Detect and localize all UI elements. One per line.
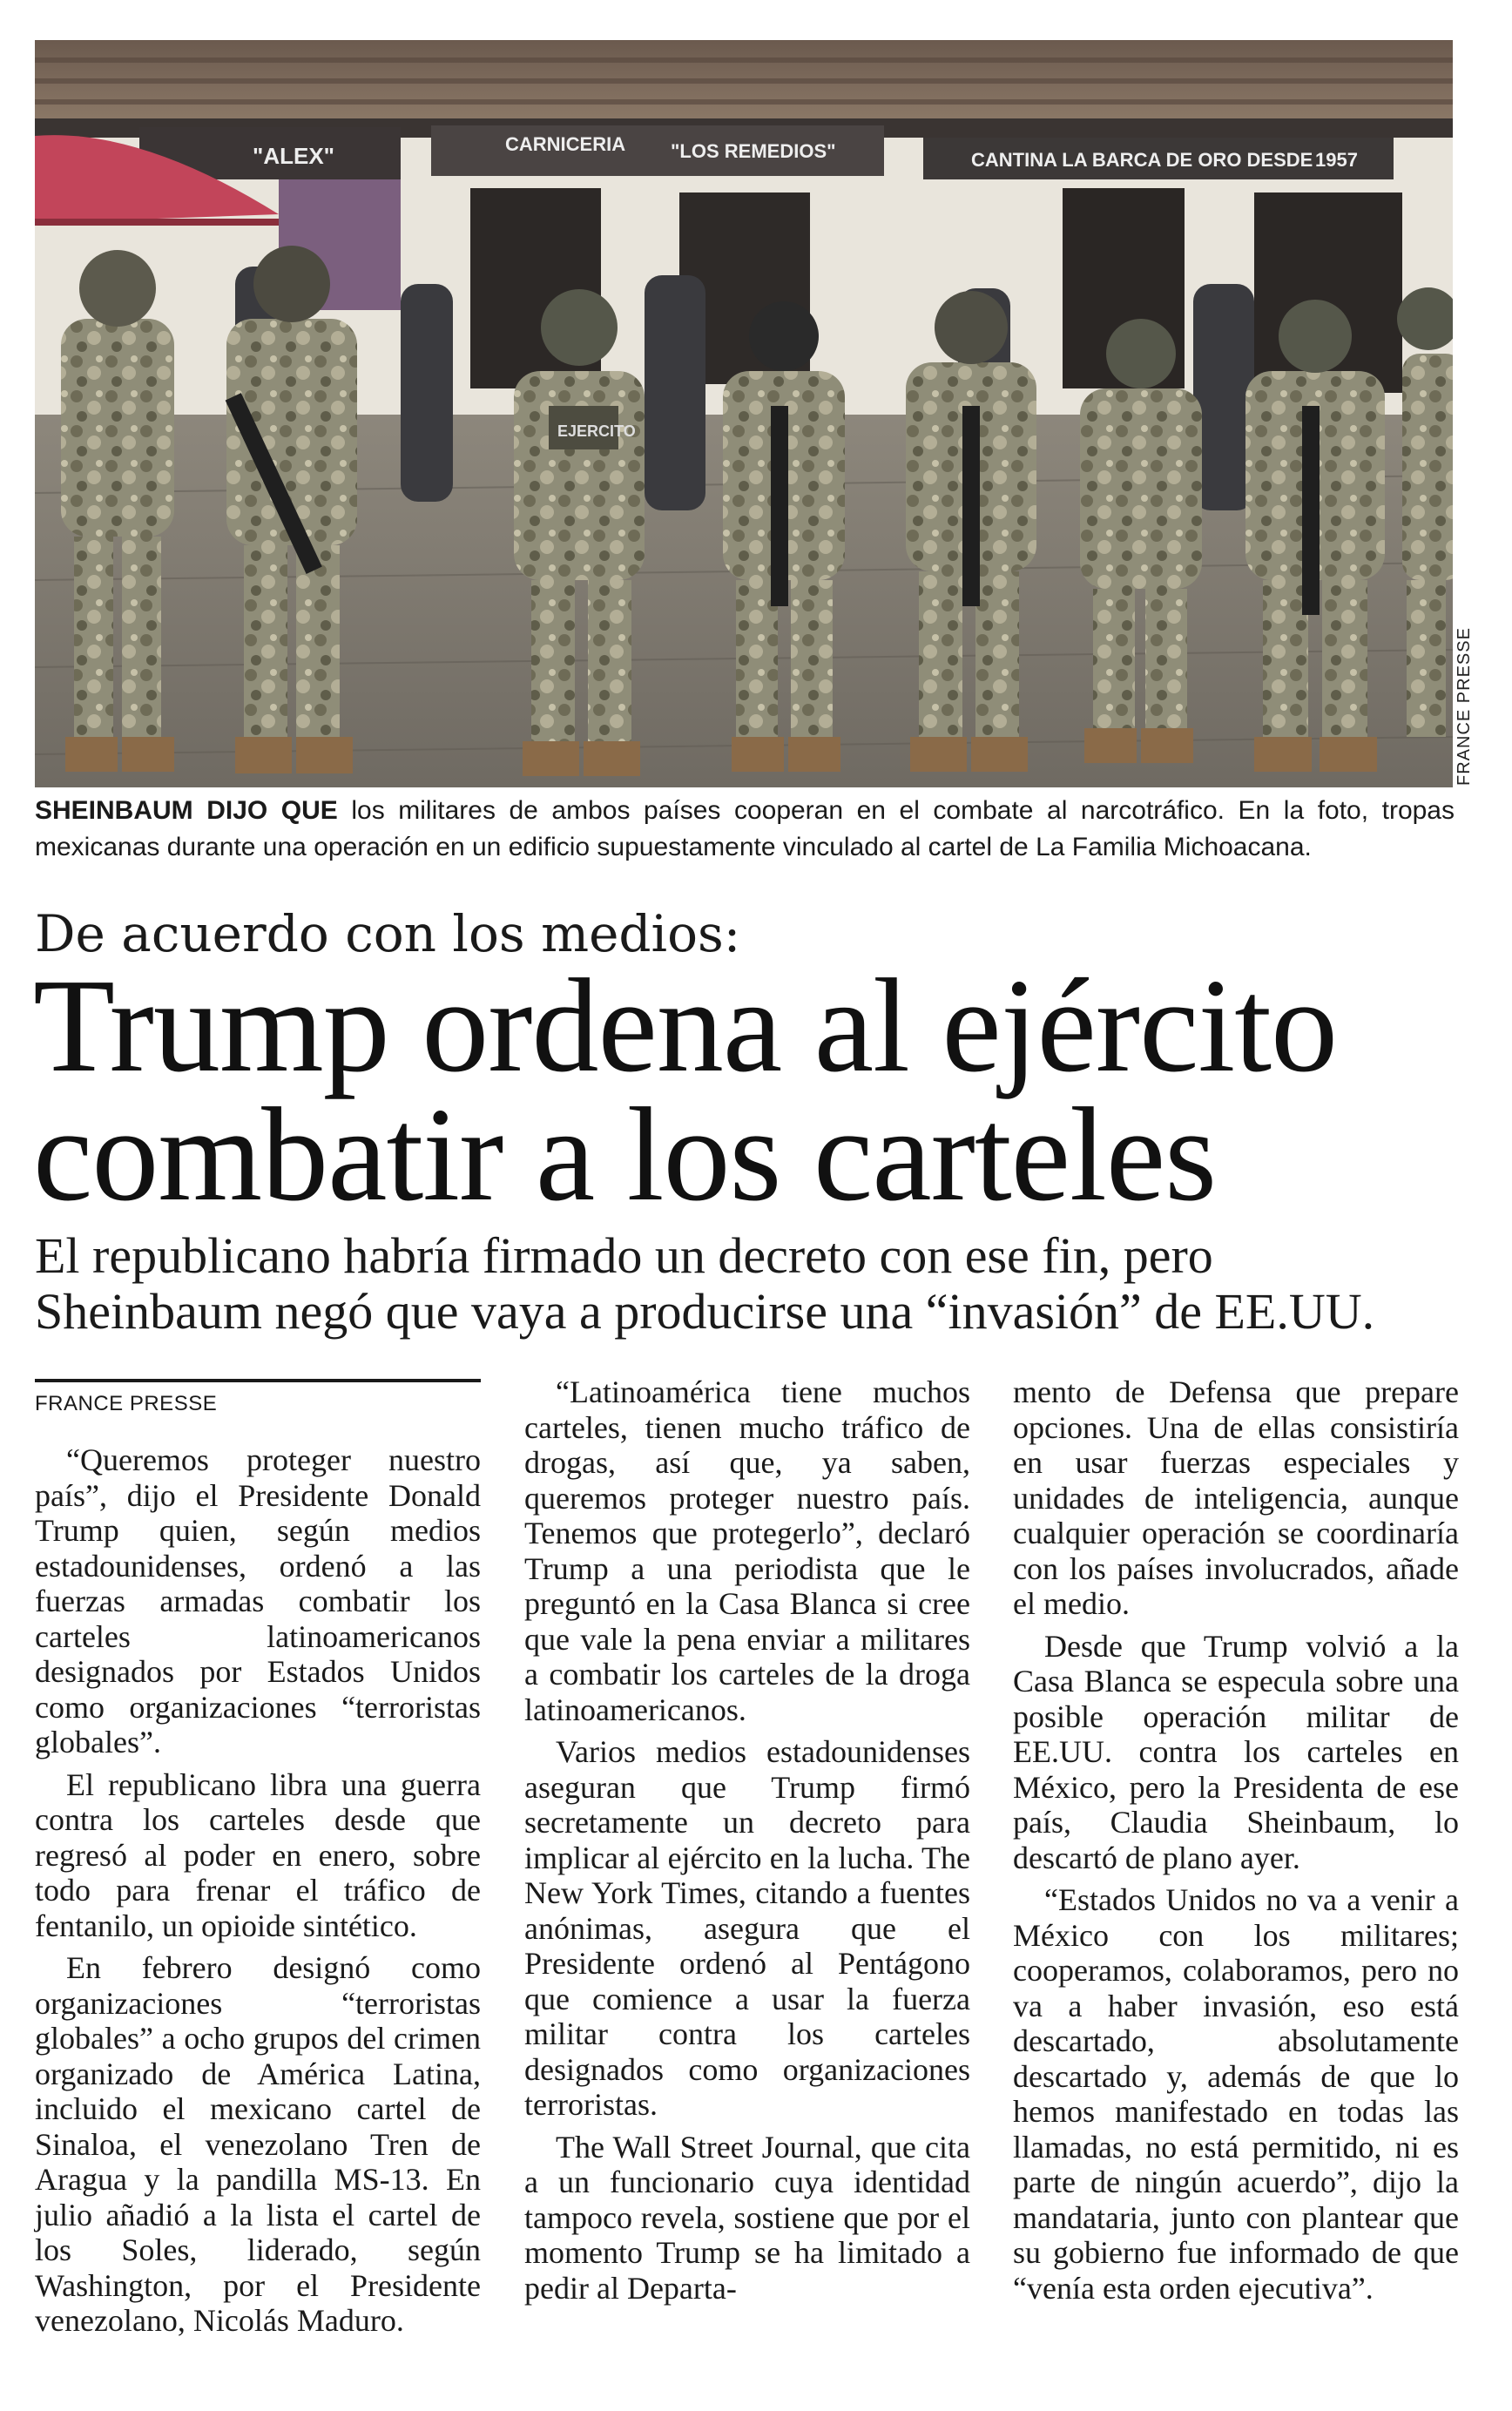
vest-label: EJERCITO	[557, 422, 636, 440]
photo-caption	[35, 793, 1455, 866]
sign-alex: "ALEX"	[253, 143, 334, 169]
paragraph: mento de Defensa que prepare opciones. Una de ellas consistiría en usar fuerzas especiales y unidades de inteligencia, aunque cualquier operación se coordinaría con los países involucrados, añade el medio.	[1013, 1374, 1459, 1621]
sign-cantina: CANTINA LA BARCA DE ORO DESDE	[971, 149, 1313, 171]
paragraph: Desde que Trump volvió a la Casa Blanca se especula sobre una posible operación militar de EE.UU. contra los carteles en México, pero la Presidenta de ese país, Claudia Sheinbaum, lo descartó de plano ayer.	[1013, 1628, 1459, 1875]
deck-line-2: Sheinbaum negó que vaya a producirse una “invasión” de EE.UU.	[35, 1283, 1375, 1340]
deck-line-1: El republicano habría firmado un decreto con ese fin, pero	[35, 1227, 1213, 1284]
byline-rule	[35, 1379, 481, 1382]
caption-lead: SHEINBAUM DIJO QUE	[35, 796, 338, 825]
article-column-2	[524, 1374, 970, 2313]
article-column-3	[1013, 1374, 1459, 2313]
news-photo	[35, 40, 1453, 787]
sign-carniceria: CARNICERIA	[505, 133, 626, 155]
paragraph: “Latinoamérica tiene muchos carteles, tienen mucho tráfico de drogas, así que, ya saben, queremos proteger nuestro país. Tenemos que protegerlo”, declaró Trump a una periodista que le preguntó en la Casa Blanca si cree que vale la pena enviar a militares a combatir los carteles de la droga latinoamericanos.	[524, 1374, 970, 1727]
caption-text: los militares de ambos países cooperan en el combate al narcotráfico. En la foto, tropas mexicanas durante una operación en un edificio supuestamente vinculado al cartel de La Familia Michoacana.	[35, 796, 1455, 861]
paragraph: “Queremos proteger nuestro país”, dijo el Presidente Donald Trump quien, según medios estadounidenses, ordenó a las fuerzas armadas combatir los carteles latinoamericanos designados por Estados Unidos como organizaciones “terroristas globales”.	[35, 1442, 481, 1759]
deck	[35, 1228, 1463, 1340]
sign-los-remedios: "LOS REMEDIOS"	[671, 140, 836, 162]
article-column-1	[35, 1442, 481, 2346]
soldiers-photo-illustration	[35, 40, 1453, 787]
paragraph: The Wall Street Journal, que cita a un funcionario cuya identidad tampoco revela, sostiene que por el momento Trump se ha limitado a pedir al Departa-	[524, 2129, 970, 2306]
paragraph: En febrero designó como organizaciones “terroristas globales” a ocho grupos del crimen organizado de América Latina, incluido el mexicano cartel de Sinaloa, el venezolano Tren de Aragua y la pandilla MS-13. En julio añadió a la lista el cartel de los Soles, liderado, según Washington, por el Presidente venezolano, Nicolás Maduro.	[35, 1950, 481, 2338]
photo-credit: FRANCE PRESSE	[1455, 627, 1474, 786]
paragraph: “Estados Unidos no va a venir a México con los militares; cooperamos, colaboramos, pero no va a haber invasión, eso está descartado, absolutamente descartado y, además de que lo hemos manifestado en todas las llamadas, no está permitido, ni es parte de ningún acuerdo”, dijo la mandataria, junto con plantear que su gobierno fue informado de que “venía esta orden ejecutiva”.	[1013, 1882, 1459, 2306]
paragraph: El republicano libra una guerra contra los carteles desde que regresó al poder en enero, sobre todo para frenar el tráfico de fentanilo, un opioide sintético.	[35, 1766, 481, 1943]
kicker: De acuerdo con los medios:	[35, 904, 741, 963]
paragraph: Varios medios estadounidenses aseguran que Trump firmó secretamente un decreto para implicar al ejército en la lucha. The New York Times, citando a fuentes anónimas, asegura que el Presidente ordenó al Pentágono que comience a usar la fuerza militar contra los carteles designados como organizaciones terroristas.	[524, 1734, 970, 2122]
byline: FRANCE PRESSE	[35, 1392, 218, 1415]
headline	[33, 952, 1461, 1229]
headline-line-2: combatir a los carteles	[33, 1081, 1217, 1229]
headline-line-1: Trump ordena al ejército	[33, 952, 1338, 1100]
sign-cantina-year: 1957	[1315, 149, 1358, 171]
